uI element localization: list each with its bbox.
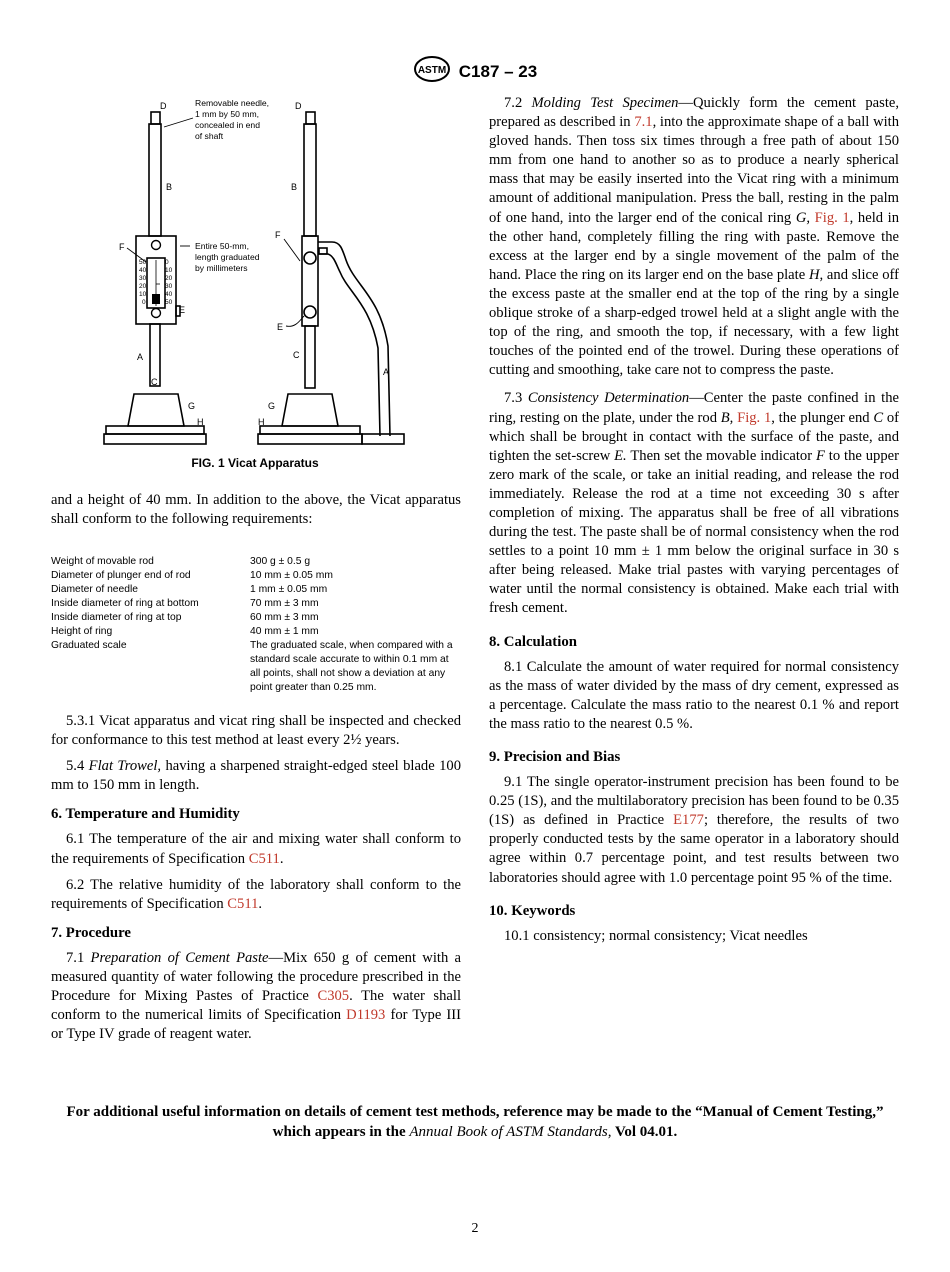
label-h-right: H <box>258 417 265 427</box>
label-f-left: F <box>119 242 125 252</box>
req-value: 70 mm ± 3 mm <box>250 598 319 609</box>
req-item: Graduated scale <box>51 640 127 651</box>
reference-link[interactable]: E177 <box>673 812 704 829</box>
paragraph-7-2 <box>489 94 899 380</box>
note-scale-line: Entire 50-mm, <box>195 241 249 251</box>
para-number: 5.4 <box>66 758 85 775</box>
scale-right-tick: 0 <box>165 259 169 266</box>
label-d-right: D <box>295 101 302 111</box>
paragraph-9-1 <box>489 773 899 888</box>
label-h-left: H <box>197 417 204 427</box>
continuation-paragraph: and a height of 40 mm. In addition to the above, the Vicat apparatus shall conform to the following requirements: <box>51 492 461 528</box>
table-row <box>51 555 460 569</box>
para-number: 7.3 <box>504 390 523 407</box>
note-needle-line: concealed in end <box>195 120 260 130</box>
para-symbol: G, <box>795 209 811 226</box>
para-number: 7.2 <box>504 95 523 111</box>
label-c-left: C <box>151 377 158 387</box>
scale-right-tick: 50 <box>165 299 173 306</box>
para-text: —Center the paste confined in the ring, resting on the plate, under the rod <box>489 390 899 426</box>
table-row <box>51 569 460 583</box>
para-text: —Quickly form the cement paste, prepared as described in <box>489 95 899 131</box>
page-number: 2 <box>471 1221 479 1236</box>
page-header <box>0 56 950 82</box>
reference-link[interactable]: 7.1 <box>634 114 653 131</box>
left-column <box>51 491 461 536</box>
para-text: . The water shall conform to the numerical limits of Specification <box>51 988 461 1024</box>
requirements-table <box>51 555 460 695</box>
req-value: 60 mm ± 3 mm <box>250 612 319 623</box>
para-symbol: F <box>815 447 825 464</box>
astm-logo-icon <box>413 56 451 87</box>
scale-left-tick: 0 <box>142 299 146 306</box>
scale-left-tick: 20 <box>139 283 147 290</box>
table-row <box>51 625 460 639</box>
table-row <box>51 639 460 695</box>
section-8-heading: 8. Calculation <box>489 633 577 650</box>
req-item: Height of ring <box>51 626 113 637</box>
paragraph-7-1 <box>51 949 461 1044</box>
label-c-right: C <box>293 350 300 360</box>
section-10-heading: 10. Keywords <box>489 902 576 919</box>
paragraph-6-1: 6.1 The temperature of the air and mixing water shall conform to the requirements of Specification C511. <box>51 831 461 867</box>
note-needle-line: 1 mm by 50 mm, <box>195 109 259 119</box>
reference-link[interactable]: C305 <box>317 988 350 1005</box>
label-b-left: B <box>166 182 173 192</box>
figure-caption: FIG. 1 Vicat Apparatus <box>191 456 319 470</box>
scale-left-tick: 10 <box>139 291 147 298</box>
table-row <box>51 611 460 625</box>
label-e-left: E <box>179 305 186 315</box>
para-text: of which shall be brought in contact with the surface of the paste, and tighten the set-screw <box>489 409 900 464</box>
section-7-heading: 7. Procedure <box>51 924 131 941</box>
scale-left-tick: 30 <box>139 275 147 282</box>
paragraph-8-1: 8.1 Calculate the amount of water required for normal consistency as the mass of water divided by the mass of dry cement, expressed as a percentage. Calculate the mass ratio to the nearest 0.1 % and report the mass ratio to the nearest 0.5 %. <box>489 658 899 732</box>
para-title: Molding Test Specimen <box>531 95 679 111</box>
vicat-figure <box>100 96 470 456</box>
label-d-left: D <box>160 101 167 111</box>
footer-note <box>50 1102 900 1142</box>
footer-note-text: Vol 04.01. <box>614 1124 678 1140</box>
paragraph-5-3-1: 5.3.1 Vicat apparatus and vicat ring shall be inspected and checked for conformance to this test method at least every 2½ years. <box>51 713 461 749</box>
label-b-right: B <box>291 182 298 192</box>
req-item: Inside diameter of ring at top <box>51 612 182 623</box>
para-text: , into the approximate shape of a ball with gloved hands. Then toss six times through a free path of about 150 mm from one hand to another so as to produce a nearly spherical mass that may be easily inserted into the Vicat ring with a minimum amount of additional manipulation. Press the ball, resting in the palm of one hand, into the larger end of the conical ring <box>489 114 900 226</box>
astm-logo-text: ASTM <box>417 65 446 76</box>
para-text: 9.1 The single operator-instrument precision has been found to be 0.25 (1S), and the multilaboratory precision has been found to be 0.35 (1S) as defined in Practice <box>489 774 899 829</box>
note-needle-line: Removable needle, <box>195 98 270 108</box>
para-title: Flat Trowel, <box>88 758 162 775</box>
paragraph-5-4 <box>51 757 461 795</box>
paragraph-7-3 <box>489 389 899 618</box>
label-e-right: E <box>277 322 284 332</box>
table-row <box>51 597 460 611</box>
scale-left-tick: 50 <box>139 259 147 266</box>
label-f-right: F <box>275 230 281 240</box>
req-value: 300 g ± 0.5 g <box>250 556 311 567</box>
para-symbol: E. <box>614 447 627 464</box>
left-column-lower <box>51 712 461 1051</box>
req-value: The graduated scale, when compared with a standard scale accurate to within 0.1 mm at all points, shall not show a deviation at any point greater than 0.25 mm. <box>250 640 453 693</box>
right-column <box>489 94 899 953</box>
scale-right-tick: 10 <box>165 267 173 274</box>
scale-right-tick: 40 <box>165 291 173 298</box>
req-item: Inside diameter of ring at bottom <box>51 598 199 609</box>
scale-right-tick: 30 <box>165 283 173 290</box>
para-text: having a sharpened straight-edged steel blade 100 mm to 150 mm in length. <box>51 758 461 794</box>
para-text: Then set the movable indicator <box>630 447 813 464</box>
section-6-heading: 6. Temperature and Humidity <box>51 806 240 823</box>
table-row <box>51 583 460 597</box>
para-text: , the plunger end <box>771 409 870 426</box>
para-number: 7.1 <box>66 949 85 966</box>
reference-link[interactable]: C511 <box>227 895 259 912</box>
req-value: 1 mm ± 0.05 mm <box>250 584 328 595</box>
para-symbol: H, <box>808 266 824 283</box>
para-text: ; therefore, the results of two properly conducted tests by the same operator in a laboratory should agree within 0.7 percentage point, and test results between two laboratories should agree with 1.0 percentage point 95 % of the time. <box>489 812 899 886</box>
section-9-heading: 9. Precision and Bias <box>489 749 621 765</box>
req-value: 40 mm ± 1 mm <box>250 626 319 637</box>
figure-link[interactable]: Fig. 1 <box>814 209 850 226</box>
scale-left-tick: 40 <box>139 267 147 274</box>
para-text: —Mix 650 g of cement with a measured quantity of water following the procedure prescribed in the Procedure for Mixing Pastes of Practice <box>51 949 461 1005</box>
reference-link[interactable]: D1193 <box>346 1007 386 1024</box>
standard-designation: C187 – 23 <box>458 61 538 81</box>
label-g-left: G <box>188 401 196 411</box>
para-title: Consistency Determination <box>527 390 690 407</box>
req-item: Diameter of plunger end of rod <box>51 570 191 581</box>
para-text: for Type III or Type IV grade of reagent water. <box>51 1007 462 1043</box>
para-text: to the upper zero mark of the scale, or take an initial reading, and release the rod immediately. Release the rod at a time not exceeding 30 s after completion of mixing. The apparatus shall be free of all vibrations during the test. The paste shall be of normal consistency when the rod settles to a point 10 mm ± 1 mm below the original surface in 30 s after being released. Make trial pastes with varying percentages of water until the normal consistency is obtained. Make each trial with fresh cement. <box>489 447 899 617</box>
footer-note-italic: Annual Book of ASTM Standards, <box>409 1124 612 1140</box>
figure-link[interactable]: Fig. 1 <box>737 409 772 426</box>
reference-link[interactable]: C511 <box>248 850 280 867</box>
vicat-apparatus-drawing <box>100 96 470 456</box>
para-title: Preparation of Cement Paste <box>90 949 269 966</box>
req-item: Diameter of needle <box>51 584 139 595</box>
note-scale-line: length graduated <box>195 252 260 262</box>
para-text: , held in the other hand, completely filling the ring with paste. Remove the excess at the larger end by a single movement of the palm of the hand. Place the ring on its larger end on the base plate <box>489 209 899 283</box>
scale-right-tick: 20 <box>165 275 173 282</box>
label-g-right: G <box>268 401 276 411</box>
paragraph-10-1: 10.1 consistency; normal consistency; Vicat needles <box>504 927 808 944</box>
note-scale-line: by millimeters <box>195 263 248 273</box>
label-a-right: A <box>383 367 390 377</box>
para-text: 6.2 The relative humidity of the laboratory shall conform to the requirements of Specification <box>51 876 461 912</box>
note-needle-line: of shaft <box>195 131 224 141</box>
footer-note-text: For additional useful information on details of cement test methods, reference may be made to the “Manual of Cement Testing,” which appears in the <box>66 1104 884 1140</box>
paragraph-6-2: 6.2 The relative humidity of the laboratory shall conform to the requirements of Specification C511. <box>51 876 461 912</box>
para-text: and slice off the excess paste at the smaller end at the top of the ring by a single oblique stroke of a sharp-edged trowel held at a slight angle with the top of the ring, and smooth the top, if necessary, with a few light touches of the pointed end of the trowel. During these operations of cutting and smoothing, take care not to compress the paste. <box>489 266 899 379</box>
para-symbol: C <box>873 409 884 426</box>
label-a-left: A <box>137 352 144 362</box>
para-text: 6.1 The temperature of the air and mixing water shall conform to the requirements of Specification <box>51 831 461 867</box>
req-value: 10 mm ± 0.05 mm <box>250 570 333 581</box>
req-item: Weight of movable rod <box>51 556 154 567</box>
para-symbol: B, <box>720 409 734 426</box>
